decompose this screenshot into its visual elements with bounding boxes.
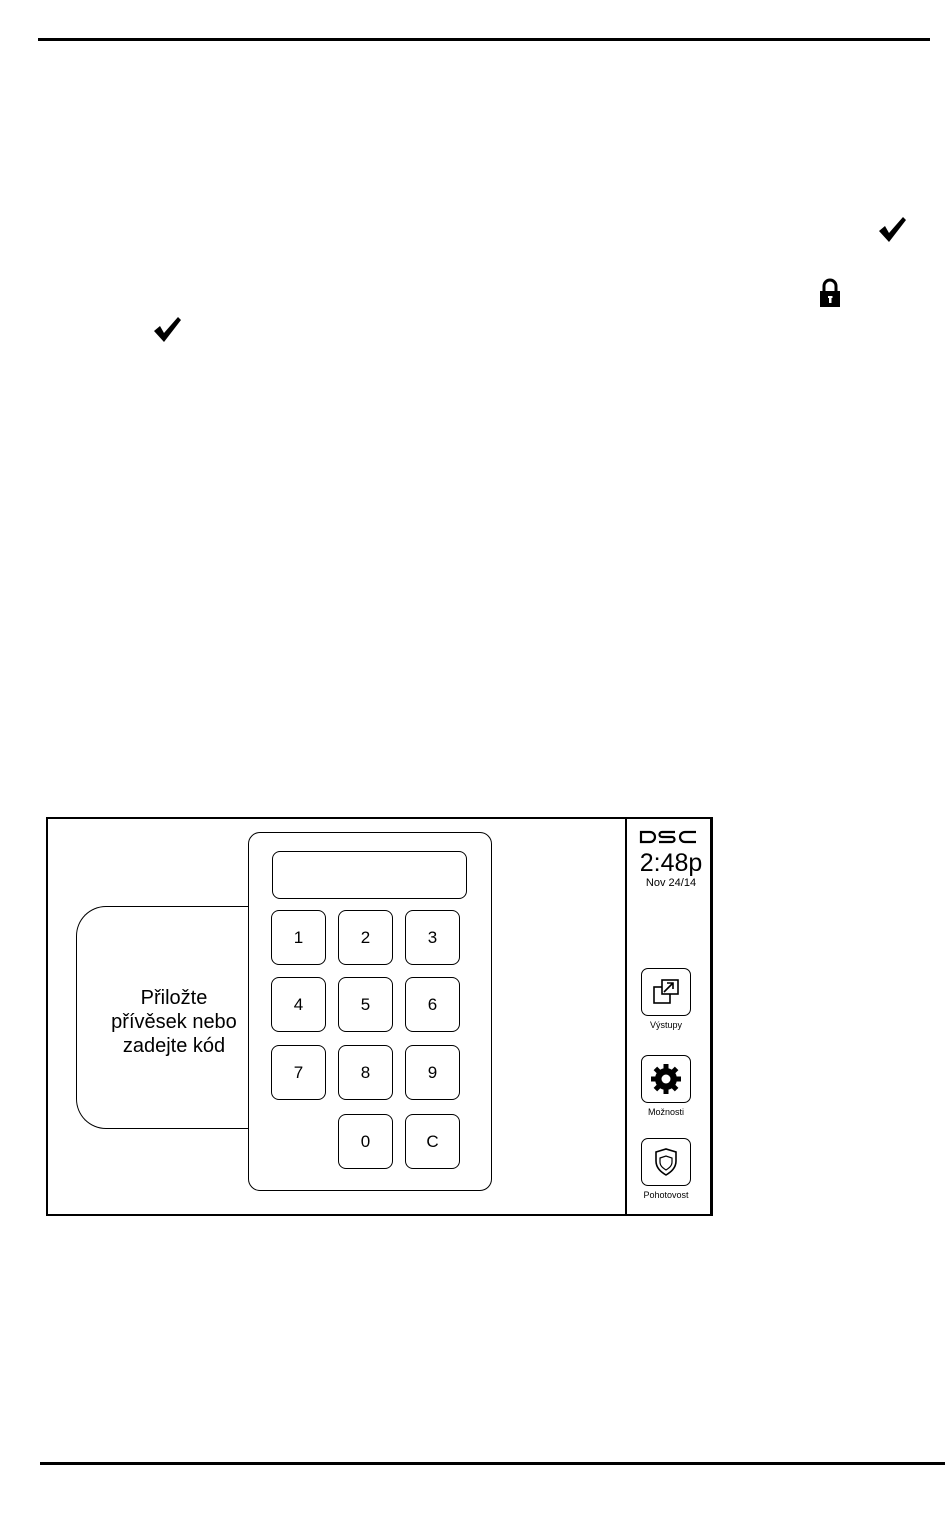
key-2[interactable]: 2 xyxy=(338,910,393,965)
checkmark-icon xyxy=(151,314,183,344)
options-button[interactable] xyxy=(641,1055,691,1103)
key-8[interactable]: 8 xyxy=(338,1045,393,1100)
sidebar-divider xyxy=(625,819,627,1214)
checkmark-icon xyxy=(876,214,908,244)
code-display xyxy=(272,851,467,899)
emergency-button[interactable] xyxy=(641,1138,691,1186)
key-1[interactable]: 1 xyxy=(271,910,326,965)
prompt-text: Přiložte přívěsek nebo zadejte kód xyxy=(111,987,237,1057)
options-label: Možnosti xyxy=(647,1107,684,1117)
keypad xyxy=(248,832,492,1191)
shield-icon xyxy=(652,1147,680,1177)
lock-icon xyxy=(818,278,842,308)
bottom-rule xyxy=(40,1462,945,1465)
key-7[interactable]: 7 xyxy=(271,1045,326,1100)
key-4[interactable]: 4 xyxy=(271,977,326,1032)
outputs-icon xyxy=(651,977,681,1007)
key-3[interactable]: 3 xyxy=(405,910,460,965)
key-9[interactable]: 9 xyxy=(405,1045,460,1100)
key-6[interactable]: 6 xyxy=(405,977,460,1032)
outputs-button[interactable] xyxy=(641,968,691,1016)
emergency-label: Pohotovost xyxy=(643,1190,689,1200)
clock-time: 2:48p xyxy=(639,849,703,877)
dsc-logo xyxy=(638,829,698,845)
top-rule xyxy=(38,38,930,41)
key-clear[interactable]: C xyxy=(405,1114,460,1169)
outputs-label: Výstupy xyxy=(649,1020,682,1030)
gear-icon xyxy=(650,1063,682,1095)
keypad-screen-figure xyxy=(46,817,713,1216)
key-0[interactable]: 0 xyxy=(338,1114,393,1169)
clock-date: Nov 24/14 xyxy=(645,877,697,889)
key-5[interactable]: 5 xyxy=(338,977,393,1032)
